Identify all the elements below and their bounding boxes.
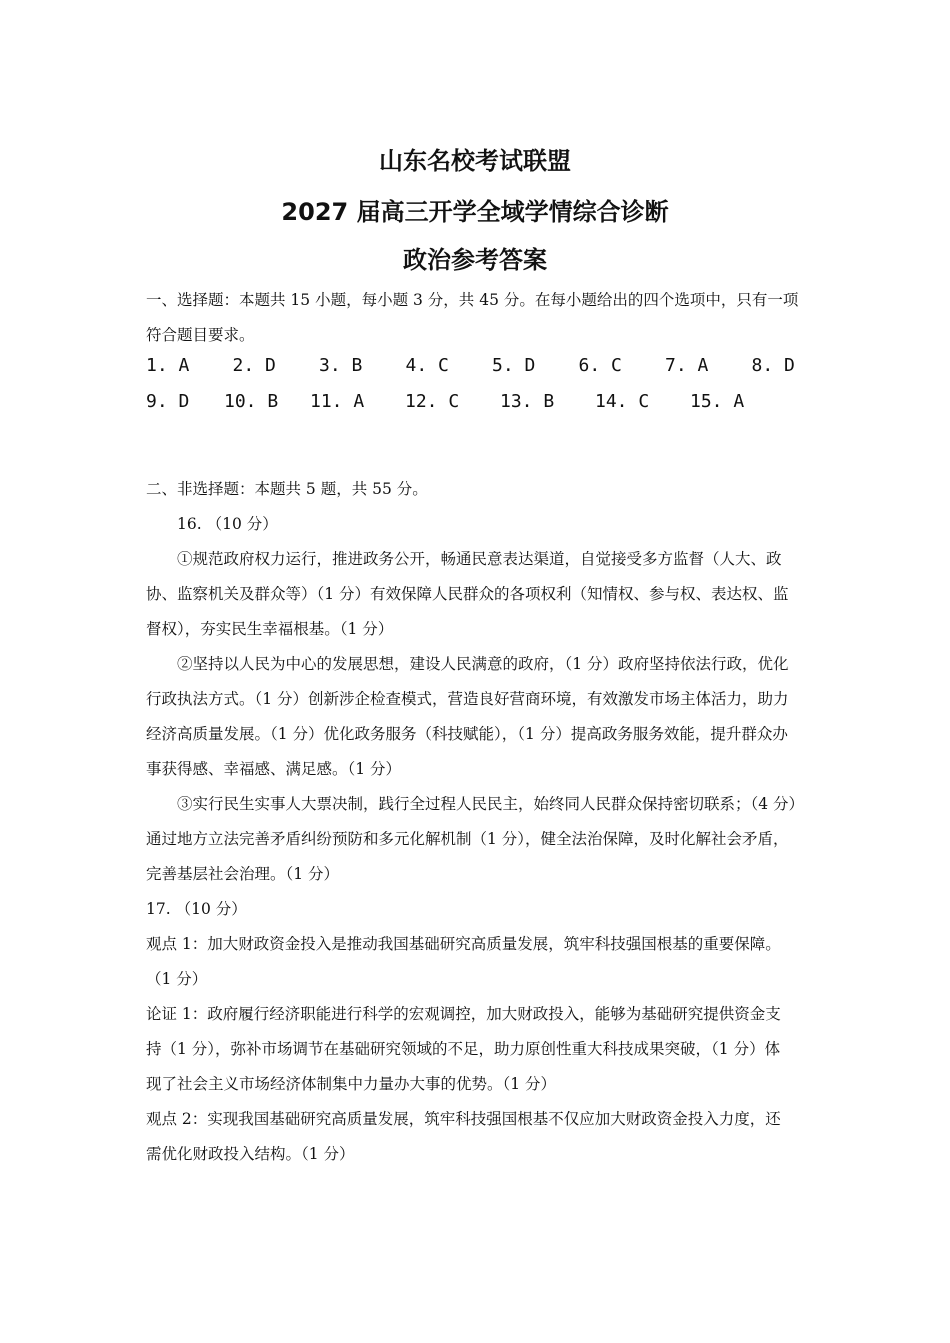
answer-item: 3. B <box>319 355 363 376</box>
answer-item: 5. D <box>492 355 536 376</box>
answer-item: 11. A <box>310 391 365 412</box>
answer-row <box>146 348 846 384</box>
section1-intro <box>146 283 836 353</box>
section2-intro: 二、非选择题：本题共 5 题，共 55 分。 <box>146 480 428 498</box>
section1-intro-line: 一、选择题：本题共 15 小题，每小题 3 分，共 45 分。在每小题给出的四个选项中，只有一项 <box>146 291 799 309</box>
q17-line: 持（1 分），弥补市场调节在基础研究领域的不足，助力原创性重大科技成果突破，（1 分）体 <box>146 1040 781 1058</box>
q16-paragraph-line: 督权），夯实民生幸福根基。（1 分） <box>146 620 394 638</box>
q17-heading: 17. （10 分） <box>146 900 247 918</box>
q16-paragraph-line: ②坚持以人民为中心的发展思想，建设人民满意的政府，（1 分）政府坚持依法行政，优化 <box>177 655 789 673</box>
exam-name-title: 2027 届高三开学全域学情综合诊断 <box>281 198 669 226</box>
q16-paragraph-line: 行政执法方式。（1 分）创新涉企检查模式，营造良好营商环境，有效激发市场主体活力，助力 <box>146 690 789 708</box>
answer-row <box>146 384 846 420</box>
q17-line: 需优化财政投入结构。（1 分） <box>146 1145 355 1163</box>
answer-item: 15. A <box>690 391 745 412</box>
answer-item: 12. C <box>405 391 460 412</box>
q16-heading: 16. （10 分） <box>177 515 278 533</box>
q16-paragraph-line: ①规范政府权力运行，推进政务公开，畅通民意表达渠道，自觉接受多方监督（人大、政 <box>177 550 782 568</box>
answer-item: 2. D <box>232 355 276 376</box>
answer-item: 1. A <box>146 355 190 376</box>
section1-intro-line: 符合题目要求。 <box>146 326 255 344</box>
q16-paragraph-line: 经济高质量发展。（1 分）优化政务服务（科技赋能），（1 分）提高政务服务效能，提升群众办 <box>146 725 788 743</box>
answer-item: 4. C <box>405 355 449 376</box>
subject-answer-title: 政治参考答案 <box>403 246 547 274</box>
q17-line: 论证 1：政府履行经济职能进行科学的宏观调控，加大财政投入，能够为基础研究提供资金支 <box>146 1005 781 1023</box>
q17-line: 现了社会主义市场经济体制集中力量办大事的优势。（1 分） <box>146 1075 557 1093</box>
q16-paragraph-line: 事获得感、幸福感、满足感。（1 分） <box>146 760 402 778</box>
section2 <box>146 472 836 1172</box>
answer-item: 6. C <box>578 355 622 376</box>
exam-union-title: 山东名校考试联盟 <box>379 147 571 175</box>
answer-item: 9. D <box>146 391 190 412</box>
q17-line: 观点 2：实现我国基础研究高质量发展，筑牢科技强国根基不仅应加大财政资金投入力度，还 <box>146 1110 781 1128</box>
q16-paragraph-line: 完善基层社会治理。（1 分） <box>146 865 340 883</box>
answer-item: 8. D <box>751 355 795 376</box>
choice-answers <box>146 348 846 420</box>
q16-paragraph-line: 通过地方立法完善矛盾纠纷预防和多元化解机制（1 分），健全法治保障，及时化解社会矛盾， <box>146 830 789 848</box>
q16-paragraph-line: ③实行民生实事人大票决制，践行全过程人民民主，始终同人民群众保持密切联系；（4 分） <box>177 795 805 813</box>
answer-item: 7. A <box>665 355 709 376</box>
q17-line: 观点 1：加大财政资金投入是推动我国基础研究高质量发展，筑牢科技强国根基的重要保障。 <box>146 935 781 953</box>
q16-paragraph-line: 协、监察机关及群众等）（1 分）有效保障人民群众的各项权利（知情权、参与权、表达权、监 <box>146 585 789 603</box>
answer-item: 13. B <box>500 391 555 412</box>
answer-item: 10. B <box>224 391 279 412</box>
q17-line: （1 分） <box>146 970 208 988</box>
answer-item: 14. C <box>595 391 650 412</box>
